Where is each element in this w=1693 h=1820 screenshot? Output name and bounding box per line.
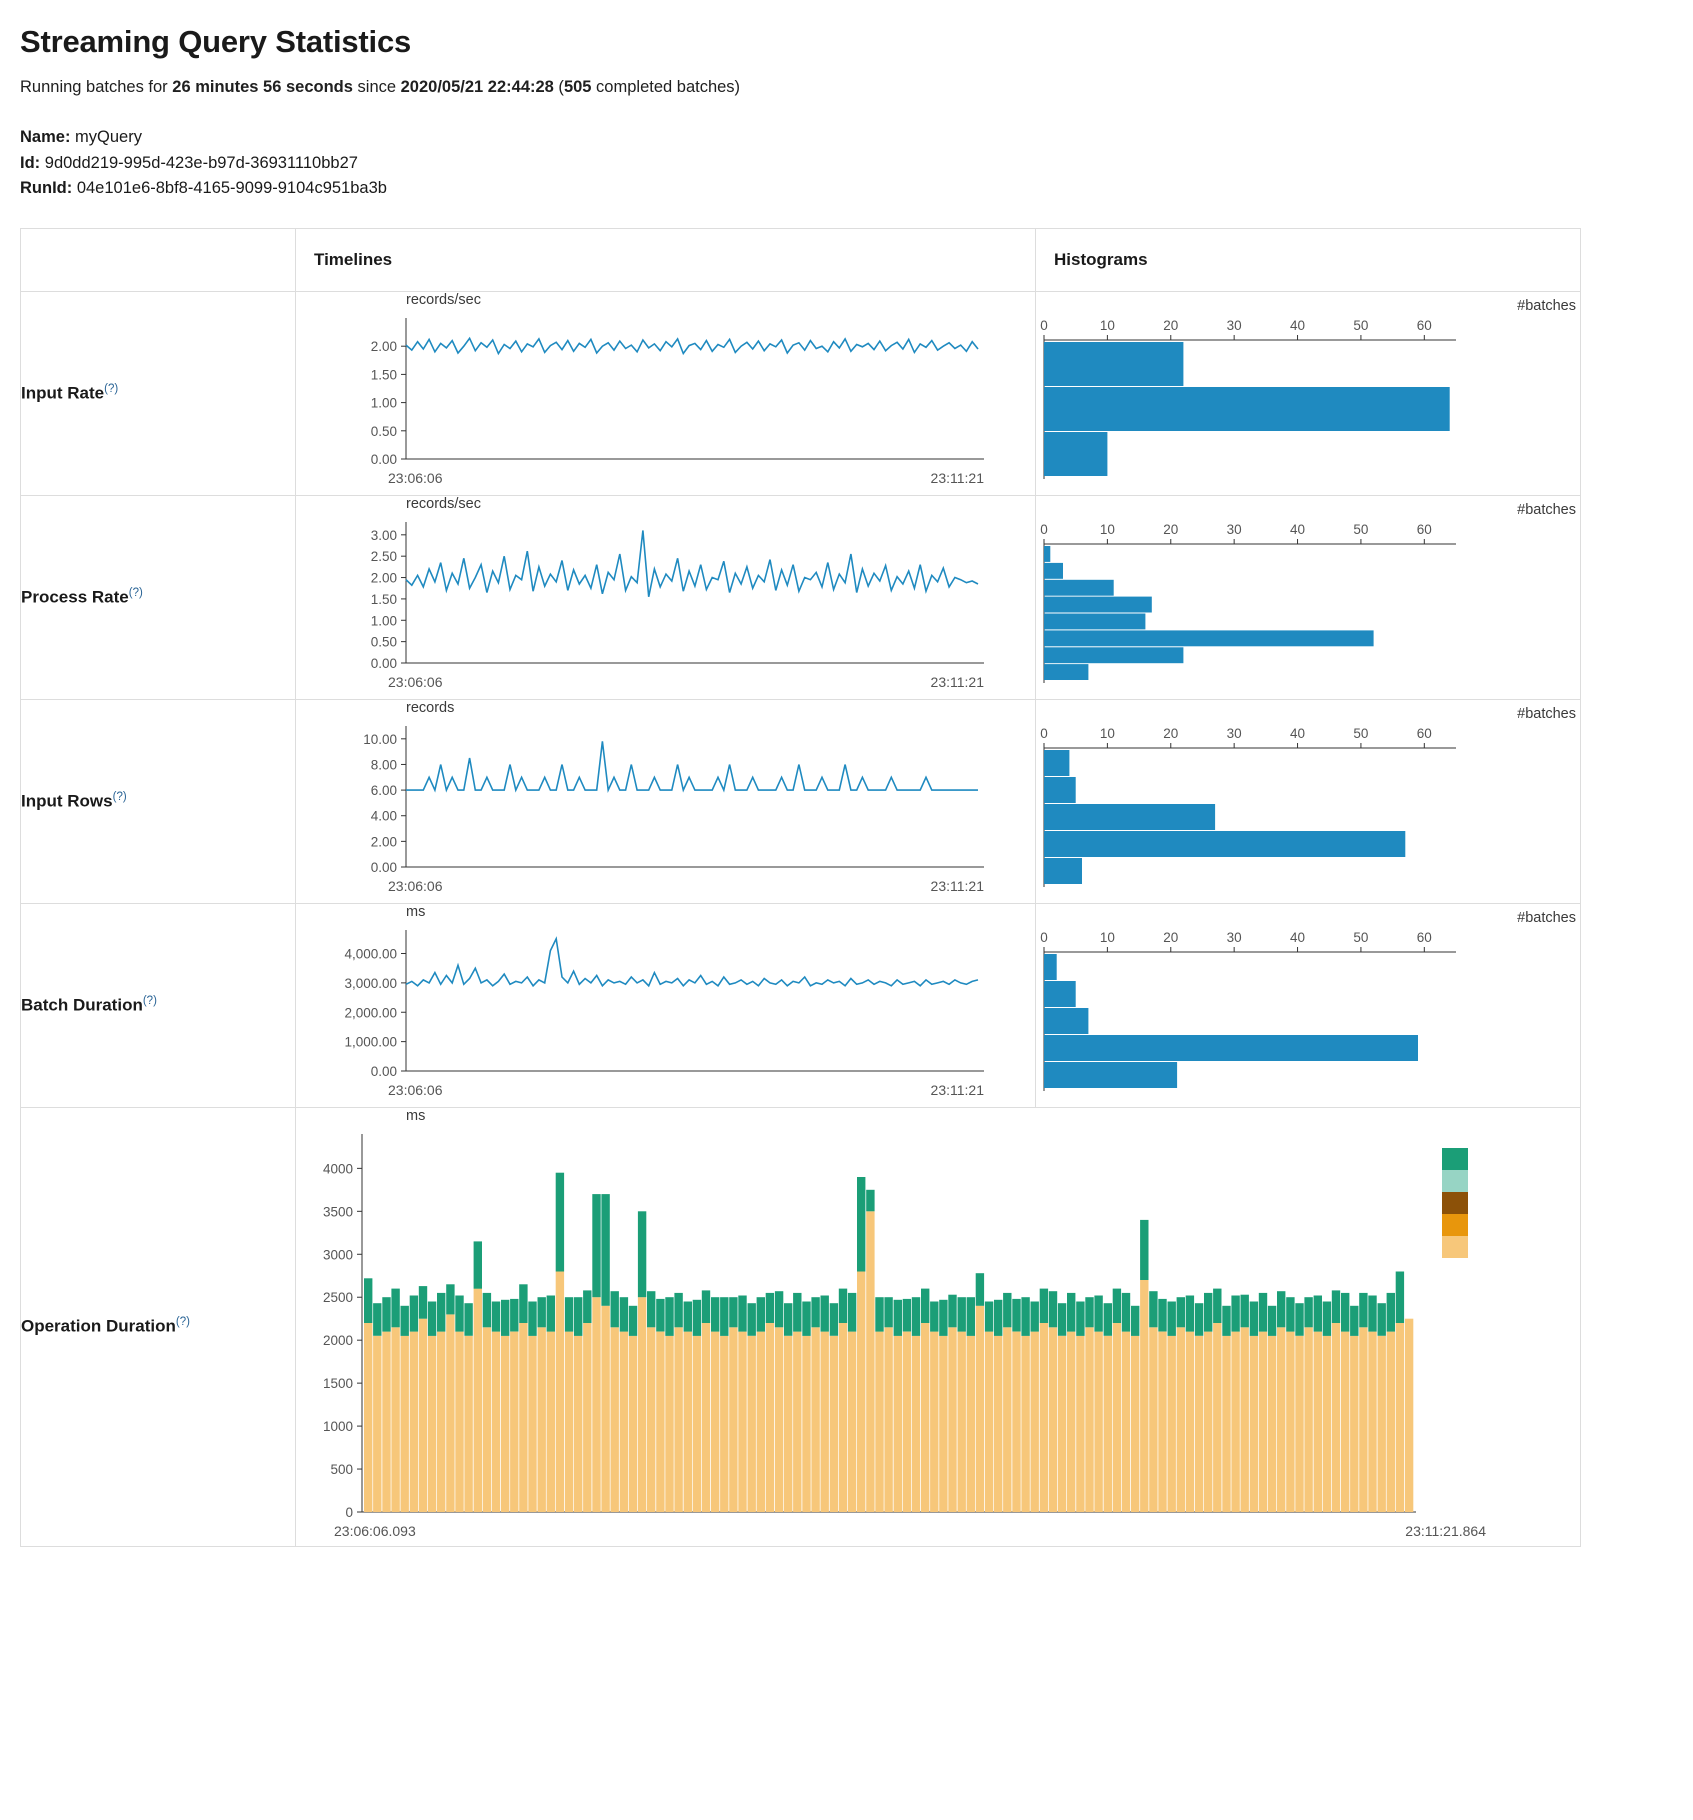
query-id-line — [20, 151, 1673, 177]
svg-text:50: 50 — [1353, 317, 1369, 333]
header-blank — [21, 228, 296, 291]
svg-text:0.00: 0.00 — [370, 859, 397, 875]
svg-text:50: 50 — [1353, 521, 1369, 537]
svg-text:2.00: 2.00 — [370, 834, 397, 850]
svg-text:60: 60 — [1416, 725, 1432, 741]
help-icon[interactable]: (?) — [128, 586, 143, 599]
row-label-batch-duration — [21, 903, 296, 1107]
svg-text:23:06:06: 23:06:06 — [388, 877, 443, 894]
batch-duration-timeline-chart — [296, 922, 996, 1107]
process-rate-timeline-chart — [296, 514, 996, 699]
svg-text:23:06:06: 23:06:06 — [388, 1081, 443, 1098]
svg-text:60: 60 — [1416, 317, 1432, 333]
svg-text:20: 20 — [1163, 725, 1179, 741]
input-rate-histogram-chart — [1036, 314, 1536, 489]
svg-text:23:06:06: 23:06:06 — [388, 673, 443, 690]
process-rate-histogram-cell — [1036, 495, 1581, 699]
svg-text:4.00: 4.00 — [370, 808, 397, 824]
input-rows-histogram-cell — [1036, 699, 1581, 903]
row-label-process-rate — [21, 495, 296, 699]
svg-text:0: 0 — [1040, 929, 1048, 945]
row-label-text: Operation Duration — [21, 1317, 176, 1337]
svg-text:0: 0 — [1040, 317, 1048, 333]
input-rate-histogram-cell — [1036, 291, 1581, 495]
svg-text:40: 40 — [1290, 317, 1306, 333]
svg-text:3.00: 3.00 — [370, 527, 397, 543]
query-name-line — [20, 125, 1673, 151]
svg-text:10: 10 — [1099, 725, 1115, 741]
process-rate-hist-axis-title: #batches — [1517, 501, 1576, 518]
svg-text:0: 0 — [1040, 521, 1048, 537]
svg-text:4000: 4000 — [322, 1161, 353, 1177]
header-histograms: Histograms — [1036, 228, 1581, 291]
row-label-operation-duration — [21, 1107, 296, 1546]
row-label-text: Process Rate — [21, 587, 129, 607]
svg-text:30: 30 — [1226, 725, 1242, 741]
statistics-table — [20, 228, 1581, 1547]
svg-text:1.50: 1.50 — [370, 591, 397, 607]
svg-text:2000: 2000 — [322, 1332, 353, 1348]
operation-duration-y-axis-title: ms — [406, 1107, 426, 1124]
svg-text:30: 30 — [1226, 521, 1242, 537]
row-label-input-rate — [21, 291, 296, 495]
since-timestamp: 2020/05/21 22:44:28 — [400, 78, 554, 96]
help-icon[interactable]: (?) — [175, 1316, 190, 1329]
query-runid-line — [20, 176, 1673, 202]
header-timelines: Timelines — [296, 228, 1036, 291]
svg-text:20: 20 — [1163, 317, 1179, 333]
svg-text:0.50: 0.50 — [370, 423, 397, 439]
query-name-key: Name: — [20, 128, 71, 146]
batches-open-paren: ( — [553, 78, 564, 96]
batch-duration-histogram-cell — [1036, 903, 1581, 1107]
batches-suffix: completed batches) — [591, 78, 741, 96]
svg-text:8.00: 8.00 — [370, 757, 397, 773]
svg-text:10.00: 10.00 — [363, 731, 397, 747]
svg-text:2.50: 2.50 — [370, 548, 397, 564]
input-rows-timeline-cell — [296, 699, 1036, 903]
svg-text:3500: 3500 — [322, 1204, 353, 1220]
page-title: Streaming Query Statistics — [20, 24, 412, 59]
svg-text:23:11:21: 23:11:21 — [930, 469, 984, 486]
query-name-value: myQuery — [75, 128, 142, 146]
operation-duration-cell — [296, 1107, 1581, 1546]
table-row — [21, 1107, 1581, 1546]
row-label-input-rows — [21, 699, 296, 903]
svg-text:500: 500 — [330, 1461, 353, 1477]
svg-text:4,000.00: 4,000.00 — [344, 946, 397, 962]
svg-text:23:11:21: 23:11:21 — [930, 673, 984, 690]
svg-text:20: 20 — [1163, 521, 1179, 537]
input-rows-timeline-chart — [296, 718, 996, 903]
svg-text:0.00: 0.00 — [370, 451, 397, 467]
query-id-value: 9d0dd219-995d-423e-b97d-36931110bb27 — [44, 153, 358, 172]
svg-text:23:11:21: 23:11:21 — [930, 877, 984, 894]
svg-text:60: 60 — [1416, 521, 1432, 537]
query-runid-value: 04e101e6-8bf8-4165-9099-9104c951ba3b — [76, 179, 387, 198]
svg-text:0.50: 0.50 — [370, 634, 397, 650]
process-rate-timeline-cell — [296, 495, 1036, 699]
svg-text:1.00: 1.00 — [370, 395, 397, 411]
since-word: since — [352, 78, 401, 96]
help-icon[interactable]: (?) — [142, 994, 157, 1007]
svg-text:23:06:06: 23:06:06 — [388, 469, 443, 486]
svg-text:30: 30 — [1226, 317, 1242, 333]
batch-duration-hist-axis-title: #batches — [1517, 909, 1576, 926]
table-row — [21, 903, 1581, 1107]
svg-text:1000: 1000 — [322, 1418, 353, 1434]
input-rate-timeline-cell — [296, 291, 1036, 495]
row-label-text: Input Rate — [21, 383, 105, 403]
process-rate-y-axis-title: records/sec — [406, 495, 481, 512]
running-summary — [20, 78, 1673, 97]
svg-text:1.50: 1.50 — [370, 367, 397, 383]
help-icon[interactable]: (?) — [104, 382, 119, 395]
svg-text:1500: 1500 — [322, 1375, 353, 1391]
svg-text:0.00: 0.00 — [370, 655, 397, 671]
table-row — [21, 699, 1581, 903]
svg-text:50: 50 — [1353, 725, 1369, 741]
input-rows-y-axis-title: records — [406, 699, 455, 716]
svg-text:40: 40 — [1290, 725, 1306, 741]
input-rate-y-axis-title: records/sec — [406, 291, 481, 308]
svg-text:50: 50 — [1353, 929, 1369, 945]
svg-text:1,000.00: 1,000.00 — [344, 1034, 397, 1050]
svg-text:3000: 3000 — [322, 1246, 353, 1262]
input-rate-hist-axis-title: #batches — [1517, 297, 1576, 314]
table-row — [21, 291, 1581, 495]
help-icon[interactable]: (?) — [112, 790, 127, 803]
batch-duration-timeline-cell — [296, 903, 1036, 1107]
query-metadata — [20, 125, 1673, 202]
svg-text:20: 20 — [1163, 929, 1179, 945]
operation-duration-chart — [296, 1126, 1526, 1546]
running-prefix: Running batches for — [20, 78, 173, 96]
svg-text:23:06:06.093: 23:06:06.093 — [334, 1522, 416, 1539]
table-header-row — [21, 228, 1581, 291]
svg-text:2.00: 2.00 — [370, 338, 397, 354]
svg-text:2500: 2500 — [322, 1289, 353, 1305]
svg-text:10: 10 — [1099, 317, 1115, 333]
input-rate-timeline-chart — [296, 310, 996, 495]
svg-text:40: 40 — [1290, 521, 1306, 537]
svg-text:23:11:21: 23:11:21 — [930, 1081, 984, 1098]
svg-text:30: 30 — [1226, 929, 1242, 945]
svg-text:60: 60 — [1416, 929, 1432, 945]
svg-text:0.00: 0.00 — [370, 1063, 397, 1079]
input-rows-hist-axis-title: #batches — [1517, 705, 1576, 722]
completed-batch-count: 505 — [563, 78, 592, 96]
svg-text:2.00: 2.00 — [370, 570, 397, 586]
svg-text:23:11:21.864: 23:11:21.864 — [1405, 1522, 1486, 1539]
svg-text:1.00: 1.00 — [370, 612, 397, 628]
input-rows-histogram-chart — [1036, 722, 1536, 897]
svg-text:10: 10 — [1099, 521, 1115, 537]
process-rate-histogram-chart — [1036, 518, 1536, 693]
table-row — [21, 495, 1581, 699]
row-label-text: Input Rows — [21, 791, 113, 811]
svg-text:0: 0 — [345, 1504, 353, 1520]
query-runid-key: RunId: — [20, 179, 73, 198]
svg-text:2,000.00: 2,000.00 — [344, 1004, 397, 1020]
svg-text:6.00: 6.00 — [370, 782, 397, 798]
row-label-text: Batch Duration — [21, 995, 143, 1015]
batch-duration-histogram-chart — [1036, 926, 1536, 1101]
svg-text:10: 10 — [1099, 929, 1115, 945]
svg-text:0: 0 — [1040, 725, 1048, 741]
query-id-key: Id: — [20, 153, 41, 172]
running-duration: 26 minutes 56 seconds — [172, 78, 353, 96]
svg-text:3,000.00: 3,000.00 — [344, 975, 397, 991]
svg-text:40: 40 — [1290, 929, 1306, 945]
batch-duration-y-axis-title: ms — [406, 903, 426, 920]
